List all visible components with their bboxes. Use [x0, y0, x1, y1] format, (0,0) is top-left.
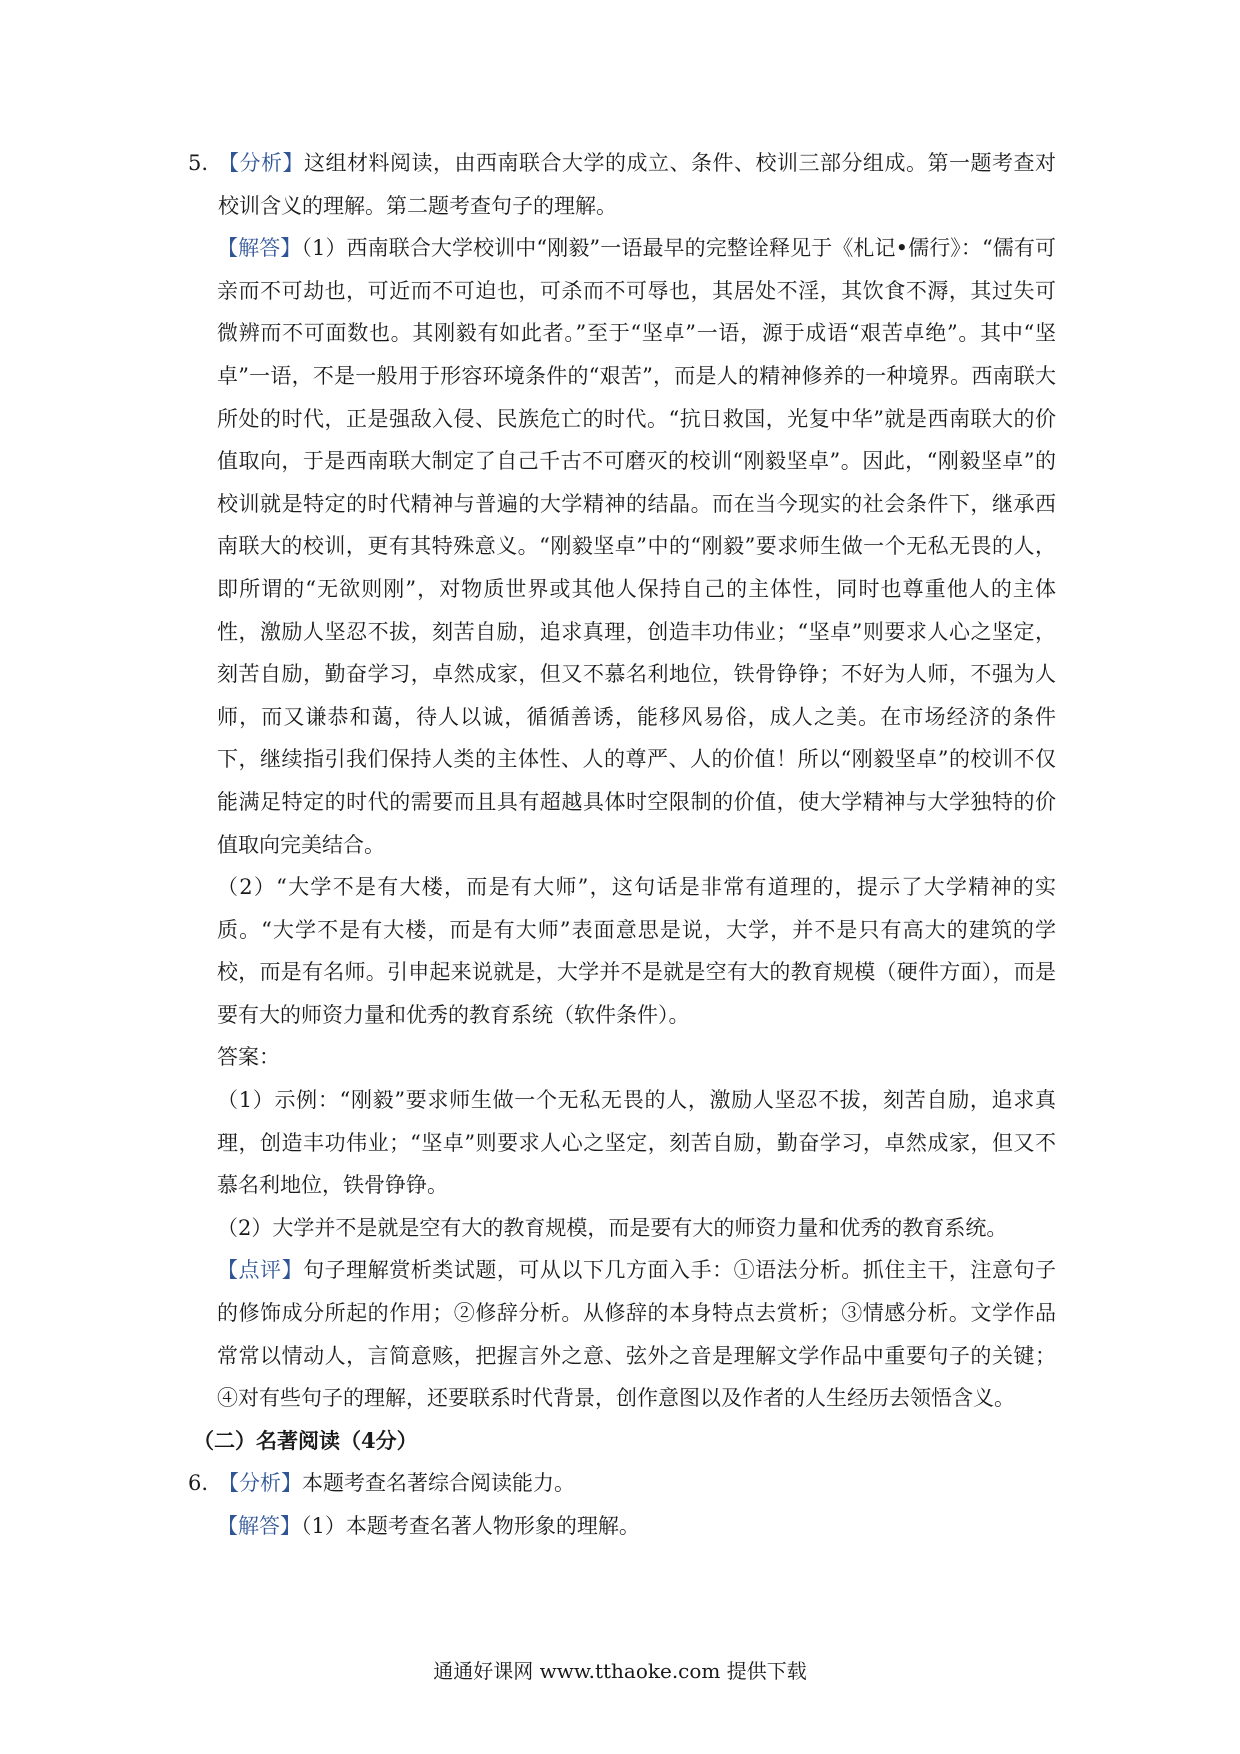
question-5 [188, 142, 1056, 227]
answer-paragraph-2 [188, 866, 1056, 1036]
answer-text-2: （2）“大学不是有大楼，而是有大师”，这句话是非常有道理的，提示了大学精神的实质。“大学不是有大楼，而是有大师”表面意思是说，大学，并不是只有高大的建筑的学校，而是有名师。引申起来说就是，大学并不是就是空有大的教育规模（硬件方面），而是要有大的师资力量和优秀的教育系统（软件条件）。 [217, 875, 1056, 1027]
answer-key-1: （1）示例：“刚毅”要求师生做一个无私无畏的人，激励人坚忍不拔，刻苦自励，追求真理，创造丰功伟业；“坚卓”则要求人心之坚定，刻苦自励，勤奋学习，卓然成家，但又不慕名利地位，铁骨铮铮。 [217, 1088, 1056, 1198]
analysis-tag: 【分析】 [218, 151, 304, 175]
answer-paragraph-1 [188, 227, 1056, 866]
question-number: 6. [188, 1471, 209, 1496]
answer-key-label: 答案： [217, 1045, 280, 1070]
comment-text: 句子理解赏析类试题，可从以下几方面入手：①语法分析。抓住主干，注意句子的修饰成分所起的作用；②修辞分析。从修辞的本身特点去赏析；③情感分析。文学作品常常以情动人，言简意赅，把握言外之意、弦外之音是理解文学作品中重要句子的关键；④对有些句子的理解，还要联系时代背景，创作意图以及作者的人生经历去领悟含义。 [217, 1258, 1057, 1411]
answer-key-2: （2）大学并不是就是空有大的教育规模，而是要有大的师资力量和优秀的教育系统。 [217, 1215, 1008, 1240]
answer-text: （1）本题考查名著人物形象的理解。 [301, 1514, 640, 1538]
q6-answer-paragraph [188, 1505, 1056, 1548]
comment-tag: 【点评】 [217, 1258, 304, 1283]
analysis-text: 本题考查名著综合阅读能力。 [302, 1471, 575, 1496]
comment-paragraph [188, 1249, 1056, 1419]
section-heading: （二）名著阅读（4分） [193, 1427, 418, 1453]
answer-tag: 【解答】 [217, 236, 302, 261]
page-footer: 通通好课网 www.tthaoke.com 提供下载 [433, 1659, 807, 1683]
page-content [188, 142, 1056, 1548]
question-6 [188, 1462, 1056, 1505]
answer-text-1: （1）西南联合大学校训中“刚毅”一语最早的完整诠释见于《札记•儒行》：“儒有可亲而不可劫也，可近而不可迫也，可杀而不可辱也，其居处不淫，其饮食不溽，其过失可微辨而不可面数也。其刚毅有如此者。”至于“坚卓”一语，源于成语“艰苦卓绝”。其中“坚卓”一语，不是一般用于形容环境条件的“艰苦”，而是人的精神修养的一种境界。西南联大所处的时代，正是强敌入侵、民族危亡的时代。“抗日救国，光复中华”就是西南联大的价值取向，于是西南联大制定了自己千古不可磨灭的校训“刚毅坚卓”。因此，“刚毅坚卓”的校训就是特定的时代精神与普遍的大学精神的结晶。而在当今现实的社会条件下，继承西南联大的校训，更有其特殊意义。“刚毅坚卓”中的“刚毅”要求师生做一个无私无畏的人，即所谓的“无欲则刚”，对物质世界或其他人保持自己的主体性，同时也尊重他人的主体性，激励人坚忍不拔，刻苦自励，追求真理，创造丰功伟业；“坚卓”则要求人心之坚定，刻苦自励，勤奋学习，卓然成家，但又不慕名利地位，铁骨铮铮；不好为人师，不强为人师，而又谦恭和蔼，待人以诚，循循善诱，能移风易俗，成人之美。在市场经济的条件下，继续指引我们保持人类的主体性、人的尊严、人的价值！所以“刚毅坚卓”的校训不仅能满足特定的时代的需要而且具有超越具体时空限制的价值，使大学精神与大学独特的价值取向完美结合。 [217, 236, 1057, 857]
answer-tag: 【解答】 [217, 1514, 301, 1538]
analysis-tag: 【分析】 [218, 1471, 302, 1496]
analysis-text: 这组材料阅读，由西南联合大学的成立、条件、校训三部分组成。第一题考查对校训含义的理解。第二题考查句子的理解。 [218, 151, 1056, 218]
question-number: 5. [188, 151, 209, 175]
